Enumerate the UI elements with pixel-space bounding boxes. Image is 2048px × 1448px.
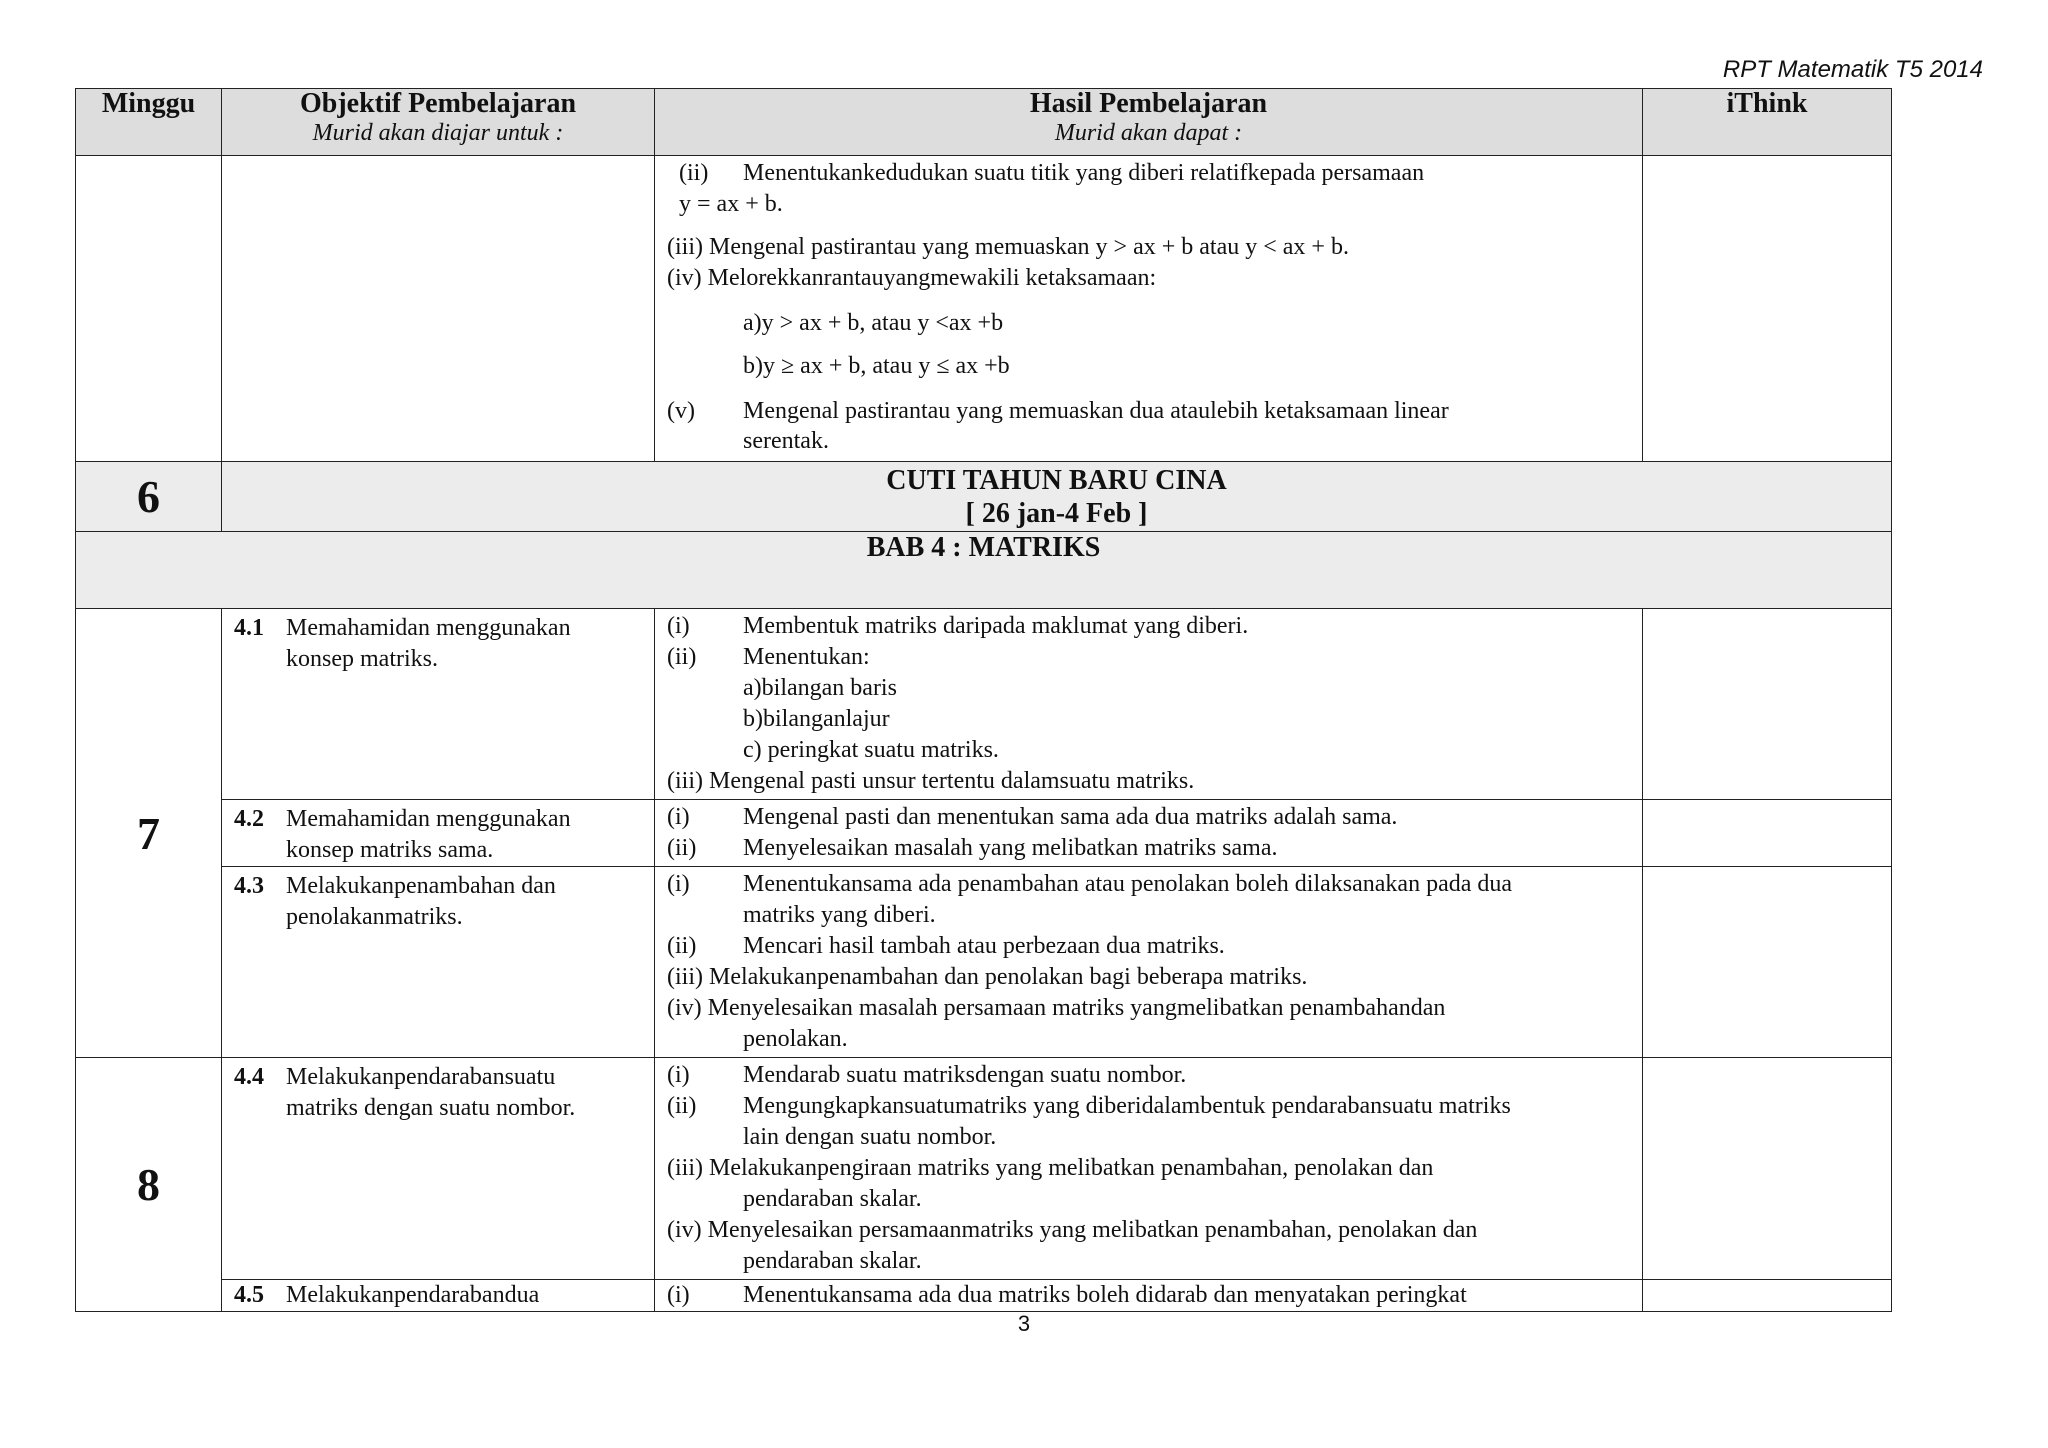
objective-text: konsep matriks sama. (286, 837, 494, 863)
objective-text: Melakukanpendarabansuatu (286, 1064, 556, 1090)
outcome-cell (655, 609, 1643, 800)
table-row (76, 800, 1892, 867)
objective-cell (222, 800, 655, 867)
objective-number: 4.4 (234, 1064, 264, 1090)
objective-cell (222, 609, 655, 800)
objective-text: Melakukanpenambahan dan (286, 873, 556, 899)
table-row-continued (76, 156, 1892, 462)
objective-cell-empty (222, 156, 655, 462)
ithink-cell (1643, 609, 1892, 800)
outcome-line: (i) Membentuk matriks daripada maklumat yang diberi. (667, 613, 1249, 639)
outcome-cell (655, 1280, 1643, 1312)
table-row (76, 867, 1892, 1058)
outcome-line: (iv) Melorekkanrantauyangmewakili ketaksamaan: (667, 265, 1157, 291)
outcome-line: (i) Mengenal pasti dan menentukan sama ada dua matriks adalah sama. (667, 804, 1398, 830)
holiday-dates: [ 26 jan-4 Feb ] (965, 497, 1148, 529)
outcome-line: y = ax + b. (679, 191, 783, 217)
outcome-line: penolakan. (743, 1026, 848, 1052)
outcome-line: serentak. (743, 428, 829, 454)
objective-text: matriks dengan suatu nombor. (286, 1095, 576, 1121)
ithink-cell (1643, 800, 1892, 867)
ithink-cell (1643, 1058, 1892, 1280)
outcome-cell (655, 800, 1643, 867)
outcome-line: (ii) Mencari hasil tambah atau perbezaan dua matriks. (667, 933, 1225, 959)
outcome-line: lain dengan suatu nombor. (743, 1124, 997, 1150)
outcome-line: (iii) Melakukanpenambahan dan penolakan bagi beberapa matriks. (667, 964, 1308, 990)
objective-number: 4.2 (234, 806, 264, 832)
outcome-line: (iii) Mengenal pastirantau yang memuaskan y > ax + b atau y < ax + b. (667, 234, 1349, 260)
holiday-cell (222, 462, 1892, 532)
outcome-line: pendaraban skalar. (743, 1248, 922, 1274)
objective-text: konsep matriks. (286, 646, 438, 672)
ithink-cell (1643, 867, 1892, 1058)
objective-number: 4.1 (234, 615, 264, 641)
outcome-line: (iv) Menyelesaikan masalah persamaan matriks yangmelibatkan penambahandan (667, 995, 1446, 1021)
outcome-line: b)bilanganlajur (743, 706, 890, 732)
table-header-row (76, 89, 1892, 156)
table-row (76, 1280, 1892, 1312)
outcome-line: b)y ≥ ax + b, atau y ≤ ax +b (743, 353, 1010, 379)
page-number: 3 (1017, 1311, 1031, 1336)
objective-cell (222, 1058, 655, 1280)
outcome-line: (iv) Menyelesaikan persamaanmatriks yang melibatkan penambahan, penolakan dan (667, 1217, 1478, 1243)
page-header: RPT Matematik T5 2014 (1722, 56, 1983, 83)
outcome-line: c) peringkat suatu matriks. (743, 737, 999, 763)
outcome-cell (655, 1058, 1643, 1280)
outcome-line: (i) Menentukansama ada penambahan atau penolakan boleh dilaksanakan pada dua (667, 871, 1513, 897)
outcome-line: (ii) Menentukan: (667, 644, 870, 670)
chapter-title: BAB 4 : MATRIKS (76, 532, 1892, 609)
outcome-line: matriks yang diberi. (743, 902, 936, 928)
holiday-title: CUTI TAHUN BARU CINA (886, 464, 1227, 496)
week-number: 7 (76, 609, 222, 1058)
header-minggu: Minggu (76, 89, 222, 156)
outcome-line: (ii) Mengungkapkansuatumatriks yang diberidalambentuk pendarabansuatu matriks (667, 1093, 1511, 1119)
objective-number: 4.5 (234, 1282, 264, 1308)
holiday-row (76, 462, 1892, 532)
week-number: 8 (76, 1058, 222, 1312)
outcome-line: (v) Mengenal pastirantau yang memuaskan dua ataulebih ketaksamaan linear (667, 398, 1449, 424)
outcome-line: (iii) Melakukanpengiraan matriks yang melibatkan penambahan, penolakan dan (667, 1155, 1434, 1181)
table-row (76, 609, 1892, 800)
ithink-cell (1643, 1280, 1892, 1312)
ithink-cell (1643, 156, 1892, 462)
outcome-line: a)bilangan baris (743, 675, 897, 701)
objective-text: Melakukanpendarabandua (286, 1282, 540, 1308)
header-hasil: Hasil Pembelajaran Murid akan dapat : (655, 89, 1643, 156)
objective-number: 4.3 (234, 873, 264, 899)
outcome-line: (i) Menentukansama ada dua matriks boleh didarab dan menyatakan peringkat (667, 1282, 1467, 1308)
week-cell-empty (76, 156, 222, 462)
header-objektif: Objektif Pembelajaran Murid akan diajar untuk : (222, 89, 655, 156)
outcome-line: (ii) Menyelesaikan masalah yang melibatkan matriks sama. (667, 835, 1278, 861)
outcome-line: pendaraban skalar. (743, 1186, 922, 1212)
outcome-cell (655, 156, 1643, 462)
objective-text: Memahamidan menggunakan (286, 806, 571, 832)
outcome-line: (ii) Menentukankedudukan suatu titik yang diberi relatifkepada persamaan (679, 160, 1425, 186)
objective-text: penolakanmatriks. (286, 904, 463, 930)
objective-cell (222, 1280, 655, 1312)
outcome-line: a)y > ax + b, atau y <ax +b (743, 310, 1004, 336)
week-number: 6 (76, 462, 222, 532)
objective-cell (222, 867, 655, 1058)
table-row (76, 1058, 1892, 1280)
header-ithink: iThink (1643, 89, 1892, 156)
outcome-line: (iii) Mengenal pasti unsur tertentu dalamsuatu matriks. (667, 768, 1195, 794)
chapter-row (76, 532, 1892, 609)
outcome-cell (655, 867, 1643, 1058)
rpt-table (75, 88, 1892, 1312)
outcome-line: (i) Mendarab suatu matriksdengan suatu nombor. (667, 1062, 1187, 1088)
objective-text: Memahamidan menggunakan (286, 615, 571, 641)
